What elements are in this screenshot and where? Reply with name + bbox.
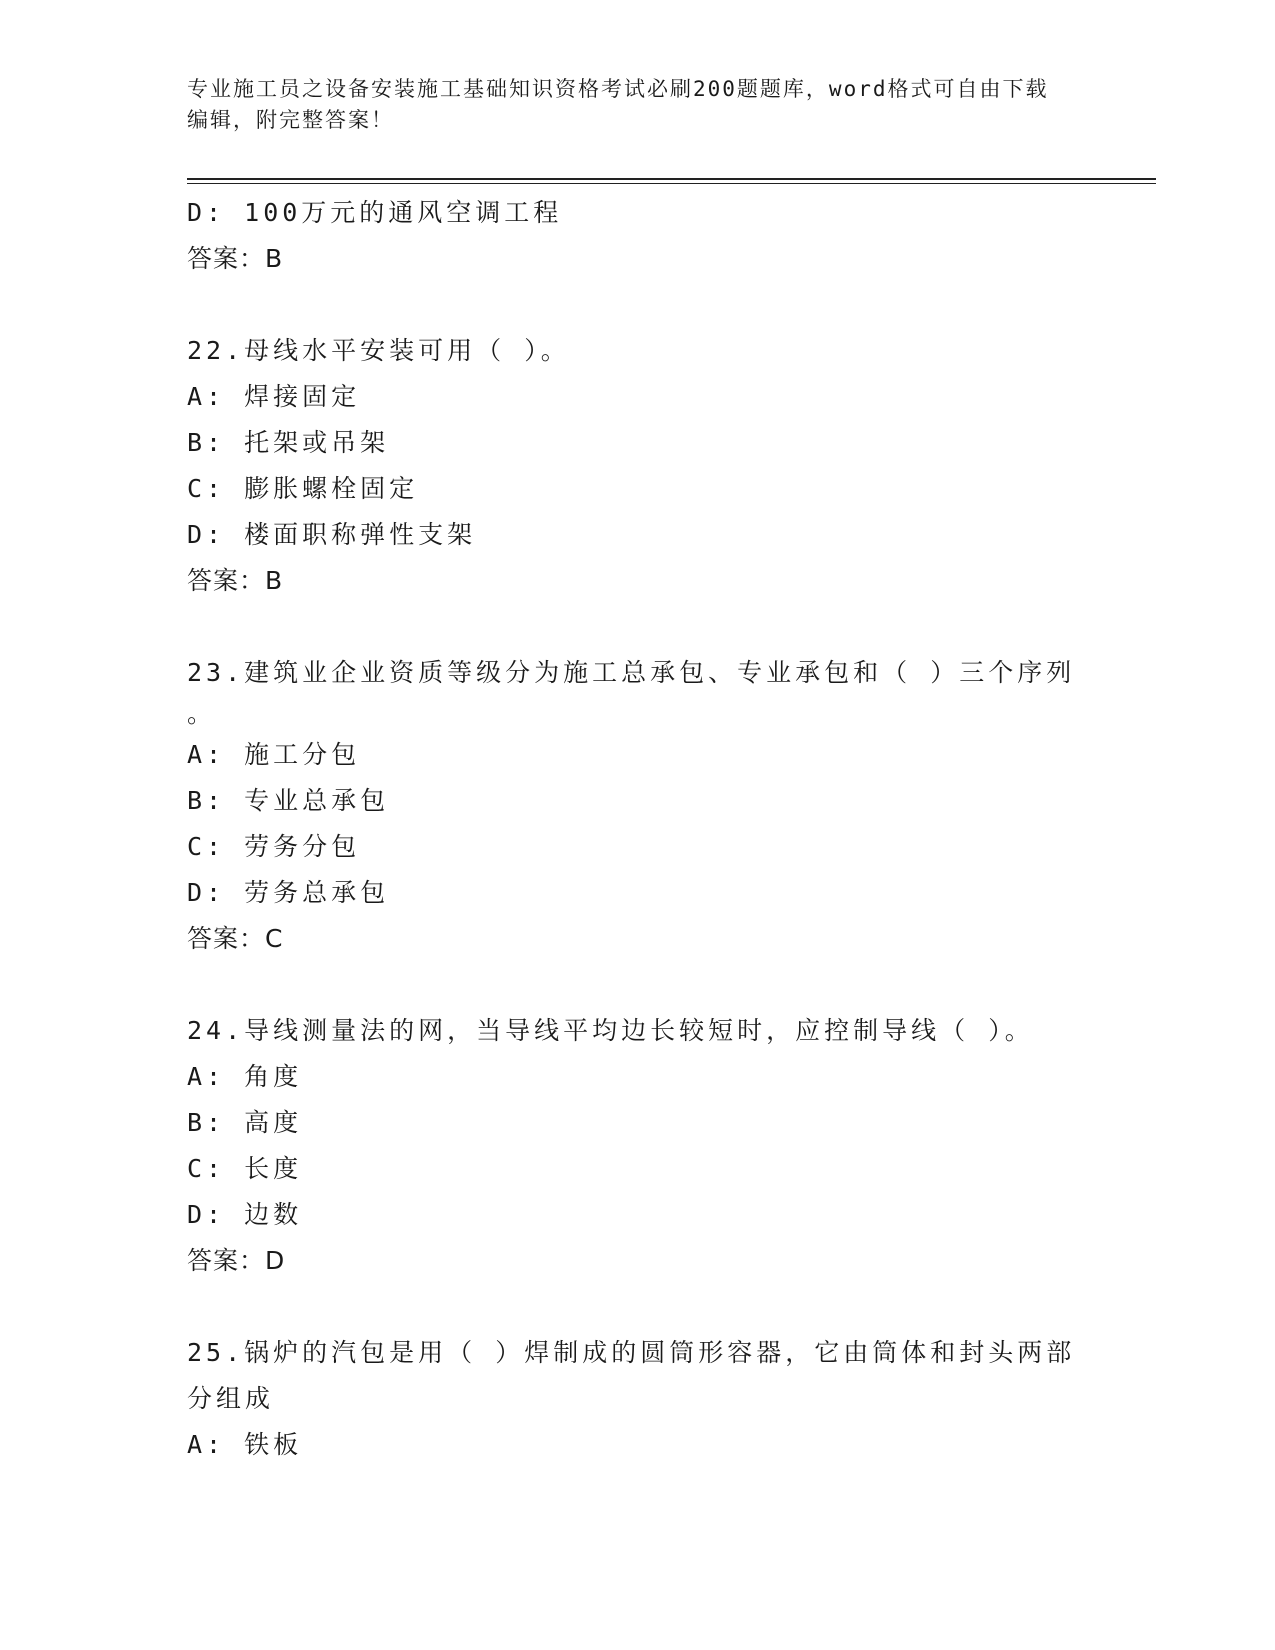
question-block (187, 1008, 1087, 1284)
question-block (187, 650, 1087, 962)
option-a: A: 焊接固定 (187, 382, 361, 411)
question-stem: 24.导线测量法的网，当导线平均边长较短时，应控制导线（ ）。 (187, 1016, 1034, 1045)
option-b: B: 托架或吊架 (187, 428, 390, 457)
spacer (187, 604, 1087, 650)
question-block (187, 190, 1087, 282)
header-rule-thin (187, 183, 1156, 184)
spacer (187, 1284, 1087, 1330)
answer-label: 答案：B (187, 244, 284, 273)
option-a: A: 施工分包 (187, 740, 361, 769)
header-rule-thick (187, 178, 1156, 180)
option-d: D: 100万元的通风空调工程 (187, 198, 563, 227)
spacer (187, 282, 1087, 328)
question-stem-continuation: 分组成 (187, 1384, 275, 1413)
option-a: A: 角度 (187, 1062, 303, 1091)
question-stem: 22.母线水平安装可用（ ）。 (187, 336, 570, 365)
question-block (187, 1330, 1087, 1468)
option-b: B: 高度 (187, 1108, 303, 1137)
option-d: D: 边数 (187, 1200, 303, 1229)
option-c: C: 膨胀螺栓固定 (187, 474, 419, 503)
question-list (187, 190, 1087, 1468)
option-c: C: 长度 (187, 1154, 303, 1183)
option-c: C: 劳务分包 (187, 832, 361, 861)
answer-label: 答案：D (187, 1246, 286, 1275)
question-stem-continuation: 。 (187, 699, 217, 728)
answer-label: 答案：C (187, 924, 284, 953)
option-d: D: 劳务总承包 (187, 878, 390, 907)
document-header: 专业施工员之设备安装施工基础知识资格考试必刷200题题库，word格式可自由下载编辑，附完整答案！ (187, 77, 1049, 132)
option-d: D: 楼面职称弹性支架 (187, 520, 477, 549)
question-block (187, 328, 1087, 604)
question-stem: 25.锅炉的汽包是用（ ）焊制成的圆筒形容器，它由筒体和封头两部 (187, 1338, 1076, 1367)
answer-label: 答案：B (187, 566, 284, 595)
question-stem: 23.建筑业企业资质等级分为施工总承包、专业承包和（ ）三个序列 (187, 658, 1076, 687)
option-b: B: 专业总承包 (187, 786, 390, 815)
option-a: A: 铁板 (187, 1430, 303, 1459)
spacer (187, 962, 1087, 1008)
